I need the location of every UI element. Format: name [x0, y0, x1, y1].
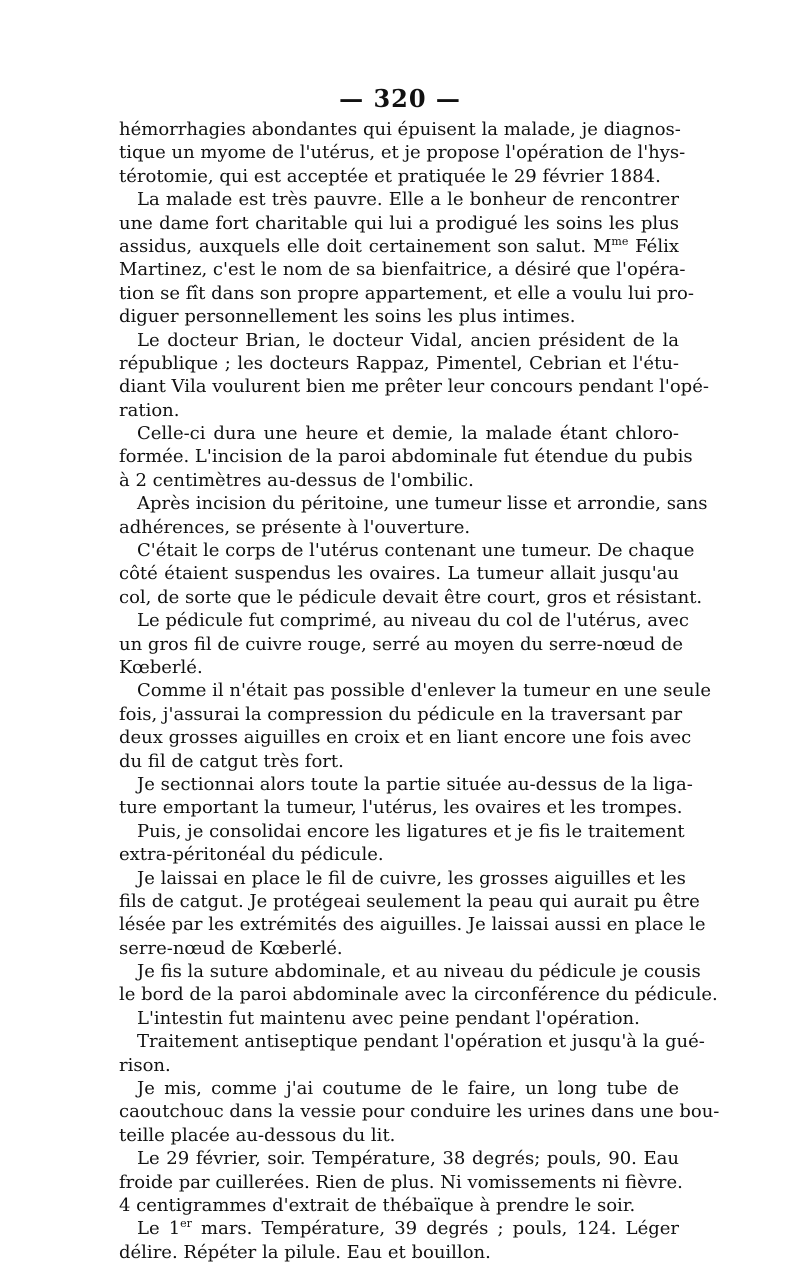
text-line: Je fis la suture abdominale, et au niveau du pédicule je cousis [137, 961, 701, 983]
text-line: tion se fît dans son propre appartement, et elle a voulu lui pro- [119, 282, 694, 304]
text-line: Le pédicule fut comprimé, au niveau du col de l'utérus, avec [137, 610, 689, 632]
text-line: diguer personnellement les soins les plus intimes. [119, 306, 576, 328]
text-line: C'était le corps de l'utérus contenant une tumeur. De chaque [137, 540, 695, 562]
text-line: Je mis, comme j'ai coutume de le faire, un long tube de [137, 1078, 679, 1100]
text-line: à 2 centimètres au-dessus de l'ombilic. [119, 469, 474, 491]
text-line: diant Vila voulurent bien me prêter leur concours pendant l'opé- [119, 376, 709, 398]
text-line: un gros fil de cuivre rouge, serré au moyen du serre-nœud de [119, 633, 684, 655]
text-line: deux grosses aiguilles en croix et en liant encore une fois avec [119, 727, 692, 749]
text-line: Après incision du péritoine, une tumeur lisse et arrondie, sans [137, 493, 708, 515]
text-line: Je laissai en place le fil de cuivre, les grosses aiguilles et les [137, 867, 686, 889]
text-line: Comme il n'était pas possible d'enlever la tumeur en une seule [137, 680, 712, 702]
body-text [119, 118, 720, 1264]
text-line: Le 29 février, soir. Température, 38 degrés; pouls, 90. Eau [137, 1148, 679, 1170]
text-line: Le docteur Brian, le docteur Vidal, ancien président de la [137, 329, 679, 351]
text-line: Martinez, c'est le nom de sa bienfaitrice, a désiré que l'opéra- [119, 259, 686, 281]
text-line: délire. Répéter la pilule. Eau et bouillon. [119, 1241, 491, 1263]
text-line: col, de sorte que le pédicule devait être court, gros et résistant. [119, 586, 703, 608]
text-line: Puis, je consolidai encore les ligatures et je fis le traitement [137, 820, 685, 842]
text-line: fils de catgut. Je protégeai seulement la peau qui aurait pu être [119, 890, 700, 912]
text-line: formée. L'incision de la paroi abdominale fut étendue du pubis [119, 446, 693, 468]
text-line: république ; les docteurs Rappaz, Pimentel, Cebrian et l'étu- [119, 352, 679, 374]
text-line: térotomie, qui est acceptée et pratiquée le 29 février 1884. [119, 165, 661, 187]
text-line: hémorrhagies abondantes qui épuisent la malade, je diagnos- [119, 119, 681, 140]
text-line: le bord de la paroi abdominale avec la circonférence du pédicule. [119, 984, 718, 1006]
text-line: Le 1er mars. Température, 39 degrés ; pouls, 124. Léger [137, 1217, 679, 1240]
text-line: froide par cuillerées. Rien de plus. Ni vomissements ni fièvre. [119, 1171, 683, 1193]
text-line: L'intestin fut maintenu avec peine pendant l'opération. [137, 1007, 640, 1029]
text-line: rison. [119, 1054, 171, 1076]
text-line: extra-péritonéal du pédicule. [119, 844, 384, 866]
text-line: ture emportant la tumeur, l'utérus, les ovaires et les trompes. [119, 797, 683, 819]
text-line: Celle-ci dura une heure et demie, la malade étant chloro- [137, 423, 679, 445]
text-line: tique un myome de l'utérus, et je propose l'opération de l'hys- [119, 142, 686, 164]
text-line: caoutchouc dans la vessie pour conduire les urines dans une bou- [119, 1101, 720, 1123]
text-line: lésée par les extrémités des aiguilles. Je laissai aussi en place le [119, 914, 706, 936]
text-line: teille placée au-dessous du lit. [119, 1124, 396, 1146]
text-line: du fil de catgut très fort. [119, 750, 344, 772]
text-line: Je sectionnai alors toute la partie située au-dessus de la liga- [137, 773, 693, 795]
text-line: Traitement antiseptique pendant l'opération et jusqu'à la gué- [137, 1031, 705, 1053]
text-line: adhérences, se présente à l'ouverture. [119, 516, 471, 538]
page-number: — 320 — [339, 84, 461, 113]
text-line: côté étaient suspendus les ovaires. La tumeur allait jusqu'au [119, 563, 679, 585]
text-line: une dame fort charitable qui lui a prodigué les soins les plus [119, 212, 679, 234]
text-line: La malade est très pauvre. Elle a le bonheur de rencontrer [137, 189, 679, 211]
text-line: serre-nœud de Kœberlé. [119, 937, 343, 959]
text-line: Kœberlé. [119, 656, 203, 678]
text-line: ration. [119, 399, 180, 421]
text-line: 4 centigrammes d'extrait de thébaïque à prendre le soir. [119, 1194, 636, 1216]
text-line: fois, j'assurai la compression du pédicule en la traversant par [119, 703, 683, 725]
text-line: assidus, auxquels elle doit certainement son salut. $M^{me}$ Félix [119, 234, 679, 257]
